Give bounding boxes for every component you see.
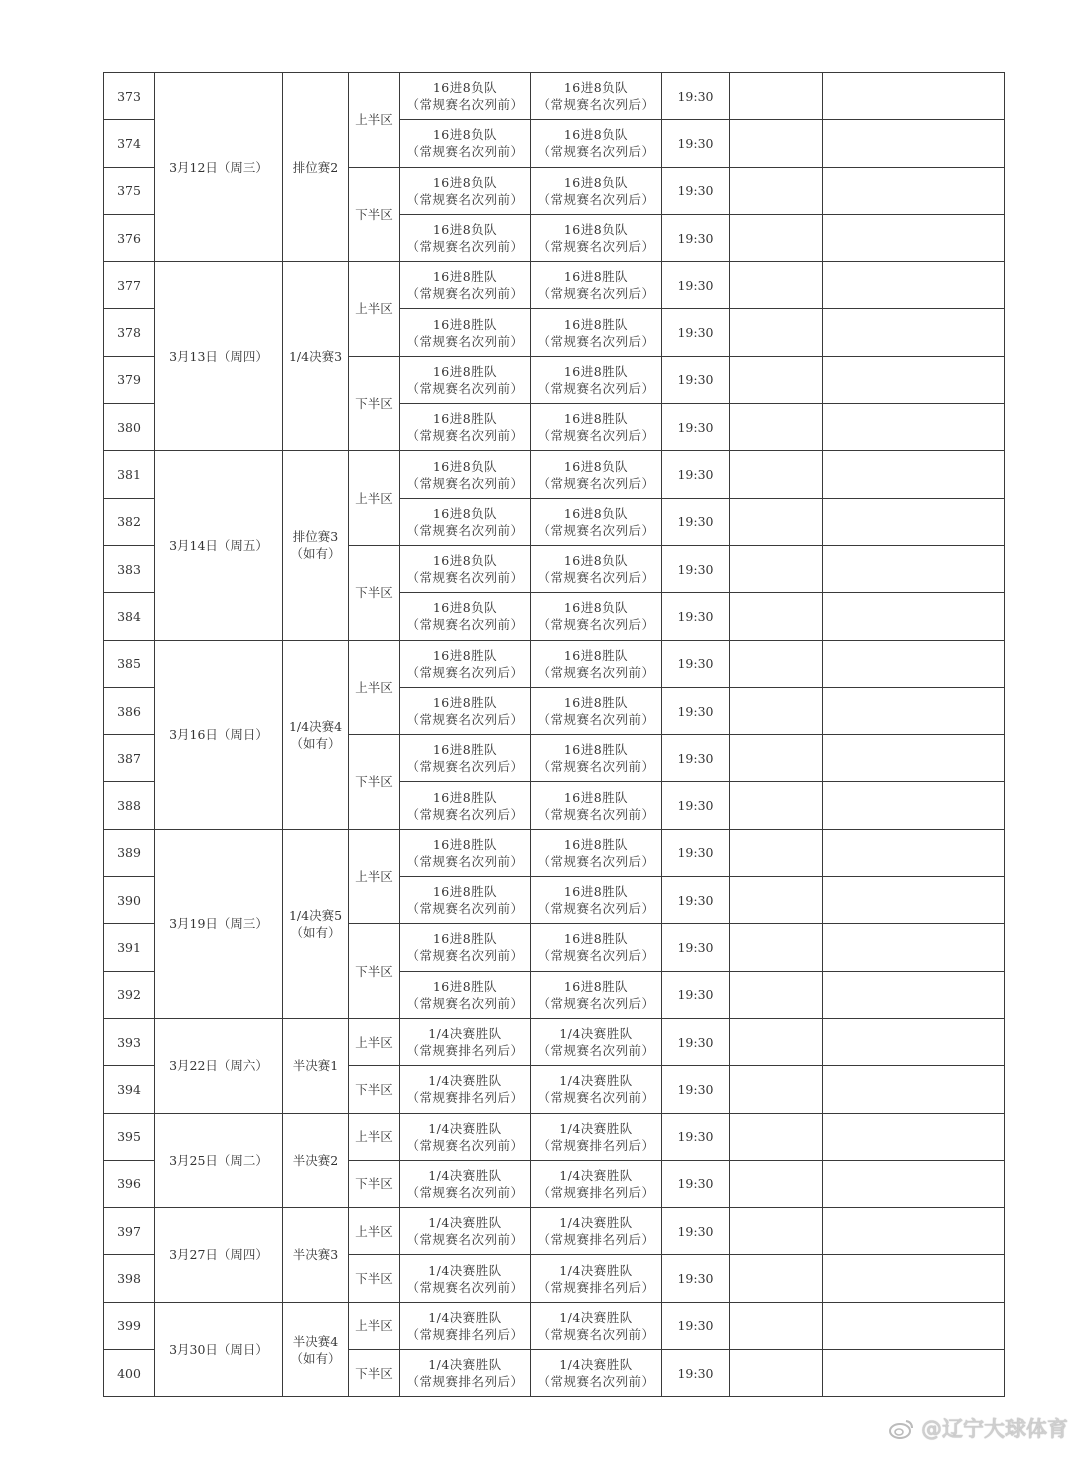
- table-row: [104, 1018, 1005, 1065]
- half-section: 下半区: [349, 735, 400, 830]
- table-row: [104, 829, 1005, 876]
- empty-cell: [823, 1302, 1005, 1349]
- away-team: 16进8负队 （常规赛名次列后）: [531, 120, 662, 167]
- empty-cell: [823, 735, 1005, 782]
- empty-cell: [730, 356, 823, 403]
- home-team: 1/4决赛胜队 （常规赛名次列前）: [400, 1113, 531, 1160]
- empty-cell: [730, 1255, 823, 1302]
- tip-off-time: 19:30: [662, 545, 730, 592]
- away-team: 16进8胜队 （常规赛名次列后）: [531, 404, 662, 451]
- table-row: [104, 73, 1005, 120]
- empty-cell: [823, 1160, 1005, 1207]
- game-number: 394: [104, 1066, 155, 1113]
- half-section: 上半区: [349, 829, 400, 924]
- tip-off-time: 19:30: [662, 782, 730, 829]
- empty-cell: [730, 451, 823, 498]
- empty-cell: [730, 1302, 823, 1349]
- home-team: 1/4决赛胜队 （常规赛名次列前）: [400, 1255, 531, 1302]
- home-team: 16进8胜队 （常规赛名次列后）: [400, 640, 531, 687]
- empty-cell: [823, 404, 1005, 451]
- tip-off-time: 19:30: [662, 593, 730, 640]
- empty-cell: [823, 829, 1005, 876]
- game-number: 376: [104, 214, 155, 261]
- watermark-text: @辽宁大球体育: [921, 1417, 1068, 1441]
- match-date: 3月22日（周六）: [155, 1018, 283, 1113]
- tip-off-time: 19:30: [662, 829, 730, 876]
- half-section: 上半区: [349, 1018, 400, 1065]
- empty-cell: [823, 1350, 1005, 1397]
- game-number: 381: [104, 451, 155, 498]
- game-number: 396: [104, 1160, 155, 1207]
- home-team: 16进8胜队 （常规赛名次列前）: [400, 262, 531, 309]
- away-team: 1/4决赛胜队 （常规赛名次列前）: [531, 1018, 662, 1065]
- empty-cell: [823, 924, 1005, 971]
- empty-cell: [823, 73, 1005, 120]
- game-number: 398: [104, 1255, 155, 1302]
- tip-off-time: 19:30: [662, 309, 730, 356]
- empty-cell: [823, 214, 1005, 261]
- tip-off-time: 19:30: [662, 1018, 730, 1065]
- empty-cell: [823, 1066, 1005, 1113]
- tip-off-time: 19:30: [662, 498, 730, 545]
- empty-cell: [823, 971, 1005, 1018]
- game-number: 382: [104, 498, 155, 545]
- half-section: 下半区: [349, 1066, 400, 1113]
- empty-cell: [730, 971, 823, 1018]
- away-team: 16进8负队 （常规赛名次列后）: [531, 545, 662, 592]
- tip-off-time: 19:30: [662, 640, 730, 687]
- half-section: 上半区: [349, 73, 400, 168]
- empty-cell: [823, 545, 1005, 592]
- match-round: 半决赛3: [283, 1208, 349, 1303]
- game-number: 373: [104, 73, 155, 120]
- half-section: 上半区: [349, 640, 400, 735]
- home-team: 16进8胜队 （常规赛名次列后）: [400, 782, 531, 829]
- game-number: 374: [104, 120, 155, 167]
- match-date: 3月27日（周四）: [155, 1208, 283, 1303]
- half-section: 下半区: [349, 1255, 400, 1302]
- tip-off-time: 19:30: [662, 1066, 730, 1113]
- match-date: 3月19日（周三）: [155, 829, 283, 1018]
- match-date: 3月25日（周二）: [155, 1113, 283, 1208]
- home-team: 16进8胜队 （常规赛名次列前）: [400, 404, 531, 451]
- game-number: 377: [104, 262, 155, 309]
- empty-cell: [730, 1160, 823, 1207]
- empty-cell: [730, 687, 823, 734]
- home-team: 1/4决赛胜队 （常规赛名次列前）: [400, 1208, 531, 1255]
- home-team: 16进8胜队 （常规赛名次列后）: [400, 687, 531, 734]
- home-team: 1/4决赛胜队 （常规赛排名列后）: [400, 1018, 531, 1065]
- empty-cell: [823, 167, 1005, 214]
- away-team: 16进8胜队 （常规赛名次列后）: [531, 924, 662, 971]
- empty-cell: [823, 1018, 1005, 1065]
- empty-cell: [730, 924, 823, 971]
- away-team: 16进8负队 （常规赛名次列后）: [531, 167, 662, 214]
- half-section: 上半区: [349, 1302, 400, 1349]
- game-number: 397: [104, 1208, 155, 1255]
- away-team: 16进8胜队 （常规赛名次列后）: [531, 262, 662, 309]
- game-number: 378: [104, 309, 155, 356]
- home-team: 16进8负队 （常规赛名次列前）: [400, 120, 531, 167]
- tip-off-time: 19:30: [662, 214, 730, 261]
- watermark: [889, 1413, 1068, 1443]
- table-row: [104, 451, 1005, 498]
- empty-cell: [730, 73, 823, 120]
- home-team: 16进8负队 （常规赛名次列前）: [400, 498, 531, 545]
- game-number: 391: [104, 924, 155, 971]
- empty-cell: [730, 877, 823, 924]
- weibo-logo-icon: [889, 1418, 915, 1440]
- game-number: 380: [104, 404, 155, 451]
- empty-cell: [823, 1113, 1005, 1160]
- tip-off-time: 19:30: [662, 167, 730, 214]
- tip-off-time: 19:30: [662, 687, 730, 734]
- match-date: 3月12日（周三）: [155, 73, 283, 262]
- empty-cell: [823, 262, 1005, 309]
- table-row: [104, 1113, 1005, 1160]
- table-row: [104, 1208, 1005, 1255]
- empty-cell: [823, 593, 1005, 640]
- empty-cell: [823, 309, 1005, 356]
- match-round: 排位赛2: [283, 73, 349, 262]
- half-section: 下半区: [349, 924, 400, 1019]
- empty-cell: [730, 404, 823, 451]
- table-row: [104, 262, 1005, 309]
- tip-off-time: 19:30: [662, 1160, 730, 1207]
- away-team: 16进8胜队 （常规赛名次列后）: [531, 356, 662, 403]
- empty-cell: [823, 498, 1005, 545]
- half-section: 下半区: [349, 1160, 400, 1207]
- away-team: 1/4决赛胜队 （常规赛名次列前）: [531, 1302, 662, 1349]
- away-team: 16进8负队 （常规赛名次列后）: [531, 593, 662, 640]
- match-round: 半决赛2: [283, 1113, 349, 1208]
- empty-cell: [730, 545, 823, 592]
- empty-cell: [730, 735, 823, 782]
- home-team: 16进8负队 （常规赛名次列前）: [400, 593, 531, 640]
- home-team: 1/4决赛胜队 （常规赛排名列后）: [400, 1302, 531, 1349]
- half-section: 上半区: [349, 262, 400, 357]
- tip-off-time: 19:30: [662, 924, 730, 971]
- game-number: 395: [104, 1113, 155, 1160]
- tip-off-time: 19:30: [662, 735, 730, 782]
- empty-cell: [730, 120, 823, 167]
- home-team: 16进8胜队 （常规赛名次列前）: [400, 971, 531, 1018]
- half-section: 上半区: [349, 1113, 400, 1160]
- tip-off-time: 19:30: [662, 1255, 730, 1302]
- empty-cell: [730, 1066, 823, 1113]
- game-number: 385: [104, 640, 155, 687]
- empty-cell: [730, 782, 823, 829]
- empty-cell: [823, 120, 1005, 167]
- empty-cell: [823, 1255, 1005, 1302]
- game-number: 388: [104, 782, 155, 829]
- match-date: 3月16日（周日）: [155, 640, 283, 829]
- empty-cell: [823, 687, 1005, 734]
- match-round: 1/4决赛3: [283, 262, 349, 451]
- tip-off-time: 19:30: [662, 262, 730, 309]
- empty-cell: [730, 829, 823, 876]
- match-round: 1/4决赛4 （如有）: [283, 640, 349, 829]
- home-team: 16进8胜队 （常规赛名次列前）: [400, 309, 531, 356]
- empty-cell: [730, 167, 823, 214]
- empty-cell: [730, 593, 823, 640]
- game-number: 393: [104, 1018, 155, 1065]
- tip-off-time: 19:30: [662, 1302, 730, 1349]
- game-number: 399: [104, 1302, 155, 1349]
- tip-off-time: 19:30: [662, 1350, 730, 1397]
- table-row: [104, 1302, 1005, 1349]
- away-team: 16进8胜队 （常规赛名次列后）: [531, 829, 662, 876]
- home-team: 16进8负队 （常规赛名次列前）: [400, 545, 531, 592]
- away-team: 16进8胜队 （常规赛名次列前）: [531, 687, 662, 734]
- home-team: 16进8胜队 （常规赛名次列前）: [400, 877, 531, 924]
- game-number: 383: [104, 545, 155, 592]
- away-team: 1/4决赛胜队 （常规赛排名列后）: [531, 1113, 662, 1160]
- game-number: 392: [104, 971, 155, 1018]
- match-date: 3月30日（周日）: [155, 1302, 283, 1397]
- match-round: 半决赛1: [283, 1018, 349, 1113]
- home-team: 16进8胜队 （常规赛名次列前）: [400, 356, 531, 403]
- match-date: 3月14日（周五）: [155, 451, 283, 640]
- away-team: 16进8胜队 （常规赛名次列后）: [531, 971, 662, 1018]
- home-team: 1/4决赛胜队 （常规赛排名列后）: [400, 1066, 531, 1113]
- away-team: 16进8负队 （常规赛名次列后）: [531, 214, 662, 261]
- tip-off-time: 19:30: [662, 1113, 730, 1160]
- away-team: 1/4决赛胜队 （常规赛排名列后）: [531, 1255, 662, 1302]
- away-team: 16进8胜队 （常规赛名次列后）: [531, 877, 662, 924]
- home-team: 16进8胜队 （常规赛名次列后）: [400, 735, 531, 782]
- home-team: 16进8负队 （常规赛名次列前）: [400, 73, 531, 120]
- home-team: 16进8负队 （常规赛名次列前）: [400, 451, 531, 498]
- home-team: 1/4决赛胜队 （常规赛排名列后）: [400, 1350, 531, 1397]
- away-team: 16进8负队 （常规赛名次列后）: [531, 498, 662, 545]
- game-number: 384: [104, 593, 155, 640]
- schedule-table: [103, 72, 1005, 1397]
- half-section: 下半区: [349, 1350, 400, 1397]
- away-team: 16进8负队 （常规赛名次列后）: [531, 73, 662, 120]
- away-team: 1/4决赛胜队 （常规赛名次列前）: [531, 1066, 662, 1113]
- empty-cell: [823, 1208, 1005, 1255]
- match-round: 半决赛4 （如有）: [283, 1302, 349, 1397]
- table-row: [104, 640, 1005, 687]
- game-number: 386: [104, 687, 155, 734]
- empty-cell: [823, 356, 1005, 403]
- game-number: 387: [104, 735, 155, 782]
- empty-cell: [823, 782, 1005, 829]
- away-team: 1/4决赛胜队 （常规赛名次列前）: [531, 1350, 662, 1397]
- away-team: 16进8胜队 （常规赛名次列前）: [531, 735, 662, 782]
- game-number: 379: [104, 356, 155, 403]
- empty-cell: [730, 640, 823, 687]
- empty-cell: [823, 640, 1005, 687]
- tip-off-time: 19:30: [662, 451, 730, 498]
- match-round: 排位赛3 （如有）: [283, 451, 349, 640]
- away-team: 16进8负队 （常规赛名次列后）: [531, 451, 662, 498]
- empty-cell: [730, 1113, 823, 1160]
- empty-cell: [730, 1350, 823, 1397]
- empty-cell: [730, 309, 823, 356]
- empty-cell: [823, 877, 1005, 924]
- home-team: 16进8负队 （常规赛名次列前）: [400, 167, 531, 214]
- empty-cell: [730, 498, 823, 545]
- home-team: 16进8胜队 （常规赛名次列前）: [400, 829, 531, 876]
- game-number: 400: [104, 1350, 155, 1397]
- game-number: 390: [104, 877, 155, 924]
- half-section: 上半区: [349, 451, 400, 546]
- tip-off-time: 19:30: [662, 877, 730, 924]
- empty-cell: [730, 214, 823, 261]
- match-date: 3月13日（周四）: [155, 262, 283, 451]
- match-round: 1/4决赛5 （如有）: [283, 829, 349, 1018]
- away-team: 1/4决赛胜队 （常规赛排名列后）: [531, 1160, 662, 1207]
- tip-off-time: 19:30: [662, 73, 730, 120]
- away-team: 16进8胜队 （常规赛名次列前）: [531, 782, 662, 829]
- empty-cell: [823, 451, 1005, 498]
- away-team: 16进8胜队 （常规赛名次列后）: [531, 309, 662, 356]
- half-section: 下半区: [349, 545, 400, 640]
- game-number: 375: [104, 167, 155, 214]
- tip-off-time: 19:30: [662, 120, 730, 167]
- tip-off-time: 19:30: [662, 404, 730, 451]
- away-team: 16进8胜队 （常规赛名次列前）: [531, 640, 662, 687]
- half-section: 下半区: [349, 356, 400, 451]
- home-team: 1/4决赛胜队 （常规赛名次列前）: [400, 1160, 531, 1207]
- empty-cell: [730, 1208, 823, 1255]
- empty-cell: [730, 262, 823, 309]
- half-section: 上半区: [349, 1208, 400, 1255]
- home-team: 16进8胜队 （常规赛名次列前）: [400, 924, 531, 971]
- home-team: 16进8负队 （常规赛名次列前）: [400, 214, 531, 261]
- half-section: 下半区: [349, 167, 400, 262]
- empty-cell: [730, 1018, 823, 1065]
- tip-off-time: 19:30: [662, 356, 730, 403]
- tip-off-time: 19:30: [662, 971, 730, 1018]
- game-number: 389: [104, 829, 155, 876]
- tip-off-time: 19:30: [662, 1208, 730, 1255]
- away-team: 1/4决赛胜队 （常规赛排名列后）: [531, 1208, 662, 1255]
